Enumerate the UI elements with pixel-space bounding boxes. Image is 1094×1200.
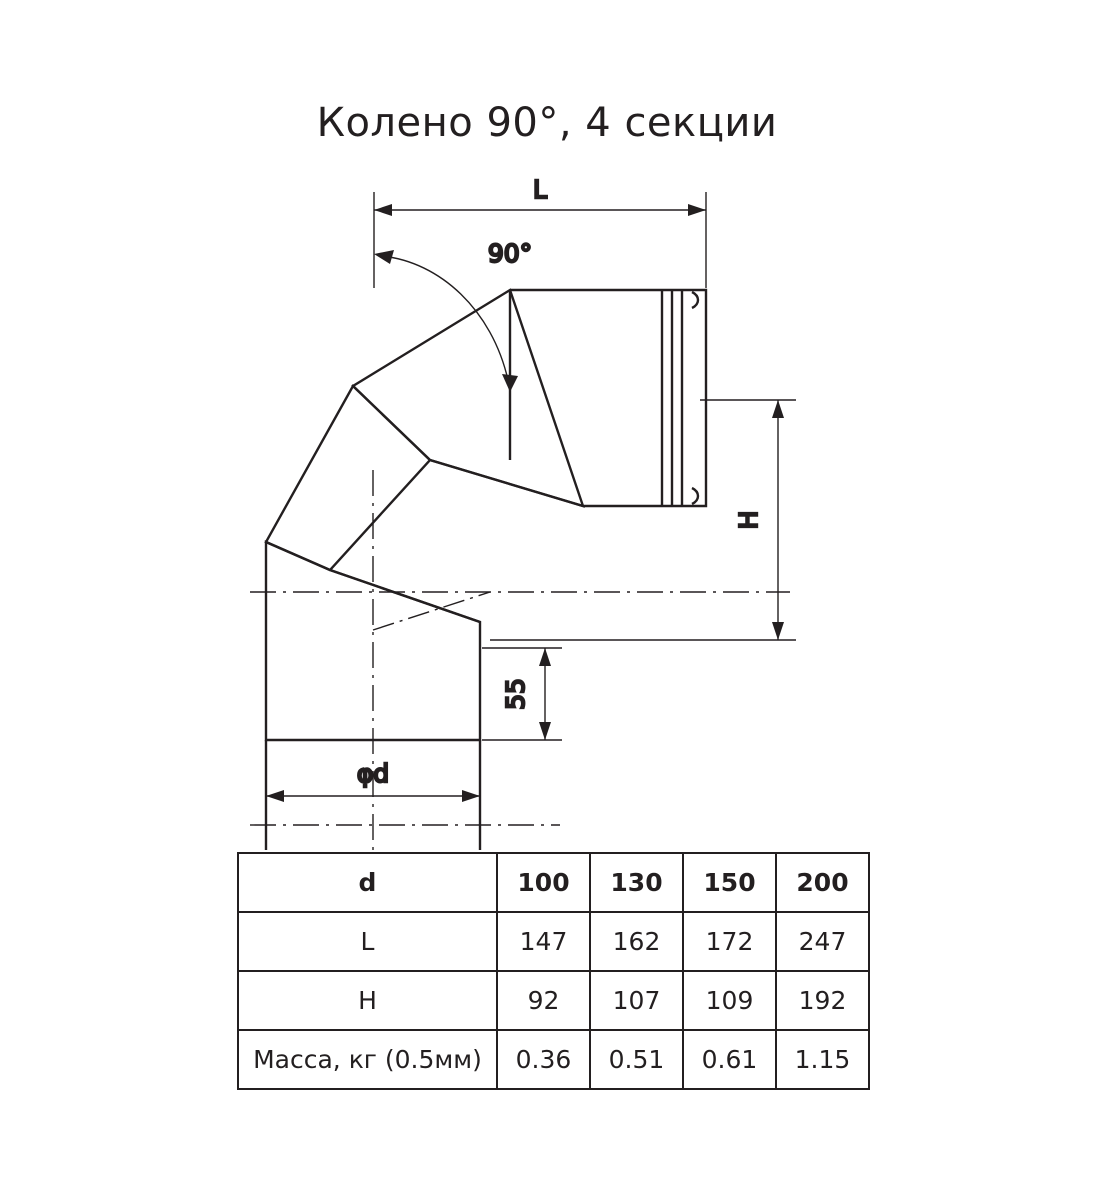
row-H-value-2: 107 bbox=[590, 971, 683, 1030]
outlet-rim-bottom bbox=[692, 488, 698, 504]
dim-55-arrow-bottom bbox=[539, 722, 551, 740]
table-header-size-1: 100 bbox=[497, 853, 590, 912]
table-row bbox=[238, 912, 869, 971]
row-L-value-2: 162 bbox=[590, 912, 683, 971]
specification-table bbox=[237, 852, 870, 1090]
elbow-section-1 bbox=[353, 290, 583, 506]
table-row bbox=[238, 1030, 869, 1089]
dim-L-arrow-left bbox=[374, 204, 392, 216]
fold-line-3 bbox=[330, 570, 480, 622]
fold-line-2 bbox=[430, 460, 583, 506]
row-L-value-3: 172 bbox=[683, 912, 776, 971]
angle-arrow-start bbox=[374, 250, 394, 264]
table-row bbox=[238, 971, 869, 1030]
outlet-pipe-outline bbox=[510, 290, 706, 506]
row-label-L: L bbox=[238, 912, 497, 971]
angle-arrow-end bbox=[502, 374, 518, 392]
row-H-value-4: 192 bbox=[776, 971, 869, 1030]
elbow-section-2 bbox=[266, 386, 430, 570]
row-label-H: H bbox=[238, 971, 497, 1030]
outlet-rim-top bbox=[692, 292, 698, 308]
row-H-value-3: 109 bbox=[683, 971, 776, 1030]
angle-arc bbox=[382, 256, 508, 380]
table-header-row bbox=[238, 853, 869, 912]
dim-d-arrow-right bbox=[462, 790, 480, 802]
dim-d-arrow-left bbox=[266, 790, 284, 802]
dim-55-label: 55 bbox=[501, 678, 530, 710]
elbow-technical-drawing bbox=[0, 170, 1094, 850]
dim-55-arrow-top bbox=[539, 648, 551, 666]
row-mass-value-1: 0.36 bbox=[497, 1030, 590, 1089]
angle-label: 90° bbox=[487, 239, 533, 268]
dim-H-arrow-top bbox=[772, 400, 784, 418]
row-mass-value-3: 0.61 bbox=[683, 1030, 776, 1089]
table-header-size-4: 200 bbox=[776, 853, 869, 912]
table-header-size-3: 150 bbox=[683, 853, 776, 912]
dim-H-label: H bbox=[734, 510, 763, 530]
row-label-mass: Масса, кг (0.5мм) bbox=[238, 1030, 497, 1089]
dim-H-arrow-bottom bbox=[772, 622, 784, 640]
row-mass-value-2: 0.51 bbox=[590, 1030, 683, 1089]
row-L-value-1: 147 bbox=[497, 912, 590, 971]
row-H-value-1: 92 bbox=[497, 971, 590, 1030]
page-title: Колено 90°, 4 секции bbox=[316, 100, 778, 146]
row-L-value-4: 247 bbox=[776, 912, 869, 971]
dim-L-arrow-right bbox=[688, 204, 706, 216]
dim-d-label: φd bbox=[356, 759, 390, 788]
inner-corner-centerline bbox=[373, 592, 490, 630]
table-header-size-2: 130 bbox=[590, 853, 683, 912]
row-mass-value-4: 1.15 bbox=[776, 1030, 869, 1089]
dim-L-label: L bbox=[533, 175, 547, 204]
table-header-d: d bbox=[238, 853, 497, 912]
